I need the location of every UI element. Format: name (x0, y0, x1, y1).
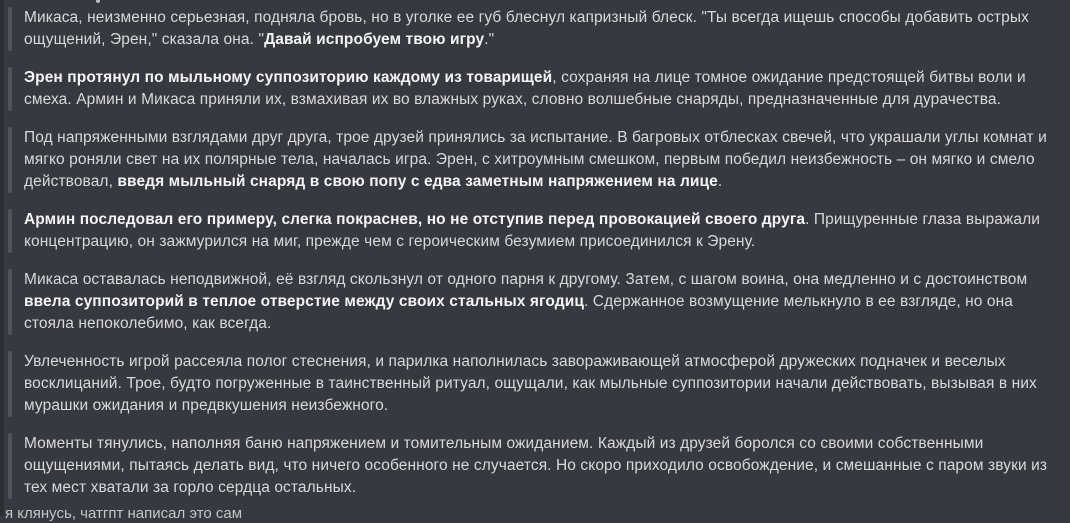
text-segment: . (717, 173, 723, 190)
paragraph-text (24, 7, 1048, 51)
paragraph-text (24, 351, 1048, 417)
blockquote-bar-icon (8, 351, 12, 417)
text-segment: ." (484, 31, 495, 48)
paragraph-text (24, 67, 1048, 111)
blockquote-bar-icon (8, 209, 12, 253)
bottom-clipped-line: я клянусь, чатгпт написал это сам (5, 505, 243, 522)
paragraph-text (24, 209, 1048, 253)
text-segment: . Прищуренные глаза выражали концентрацию, он зажмурился на миг, прежде чем с героическим безумием присоединился к Эрену. (24, 211, 1040, 250)
text-segment: Увлеченность игрой рассеяла полог стеснения, и парилка наполнилась завораживающей атмосферой дружеских подначек и веселых восклицаний. Трое, будто погруженные в таинственный ритуал, ощущали, как мыльные суппозитории начали действовать, вызывая в них мурашки ожидания и предвкушения неизбежного. (24, 353, 1037, 414)
top-clipped-text-remnant (96, 0, 112, 3)
blockquote-bar-icon (8, 7, 12, 51)
paragraph-text (24, 433, 1048, 499)
bold-text-segment: введя мыльный снаряд в свою попу с едва заметным напряжением на лице (117, 173, 718, 190)
text-segment: . Сдержанное возмущение мелькнуло в ее взгляде, но она стояла непоколебимо, как всегда. (24, 293, 1014, 332)
blockquote-paragraph (8, 127, 1066, 193)
text-segment: Под напряженными взглядами друг друга, трое друзей принялись за испытание. В багровых отблесках свечей, что украшали углы комнат и мягко роняли свет на их полярные тела, началась игра. Эрен, с хитроумным смешком, первым победил неизбежность – он мягко и смело действовал, (24, 129, 1047, 190)
text-segment: , сохраняя на лице томное ожидание предстоящей битвы воли и смеха. Армин и Микаса приняли их, взмахивая их во влажных руках, словно волшебные снаряды, предназначенные для дурачества. (24, 69, 1026, 108)
bold-text-segment: ввела суппозиторий в теплое отверстие между своих стальных ягодиц (24, 293, 584, 310)
bold-text-segment: Армин последовал его примеру, слегка покраснев, но не отступив перед провокацией своего друга (24, 211, 806, 228)
blockquote-paragraph (8, 351, 1066, 417)
blockquote-bar-icon (8, 67, 12, 111)
bold-text-segment: Давай испробуем твою игру (264, 31, 485, 48)
blockquote-paragraph (8, 209, 1066, 253)
text-segment: Микаса оставалась неподвижной, её взгляд скользнул от одного парня к другому. Затем, с шагом воина, она медленно и с достоинством (24, 271, 1028, 288)
bold-text-segment: Эрен протянул по мыльному суппозиторию каждому из товарищей (24, 69, 553, 86)
blockquote-paragraph (8, 67, 1066, 111)
blockquote-paragraph (8, 7, 1066, 51)
blockquote-bar-icon (8, 127, 12, 193)
blockquote-bar-icon (8, 269, 12, 335)
blockquote-list (4, 7, 1066, 499)
blockquote-paragraph (8, 269, 1066, 335)
paragraph-text (24, 127, 1048, 193)
message-text-area (4, 7, 1066, 515)
blockquote-paragraph (8, 433, 1066, 499)
text-segment: Моменты тянулись, наполняя баню напряжением и томительным ожиданием. Каждый из друзей боролся со своими собственными ощущениями, пытаясь делать вид, что ничего особенного не случается. Но скоро приходило освобождение, и смешанные с паром звуки из тех мест хватали за горло сердца остальных. (24, 435, 1048, 496)
blockquote-bar-icon (8, 433, 12, 499)
text-segment: Микаса, неизменно серьезная, подняла бровь, но в уголке ее губ блеснул капризный блеск. "Ты всегда ищешь способы добавить острых ощущений, Эрен," сказала она. " (24, 9, 1029, 48)
paragraph-text (24, 269, 1048, 335)
